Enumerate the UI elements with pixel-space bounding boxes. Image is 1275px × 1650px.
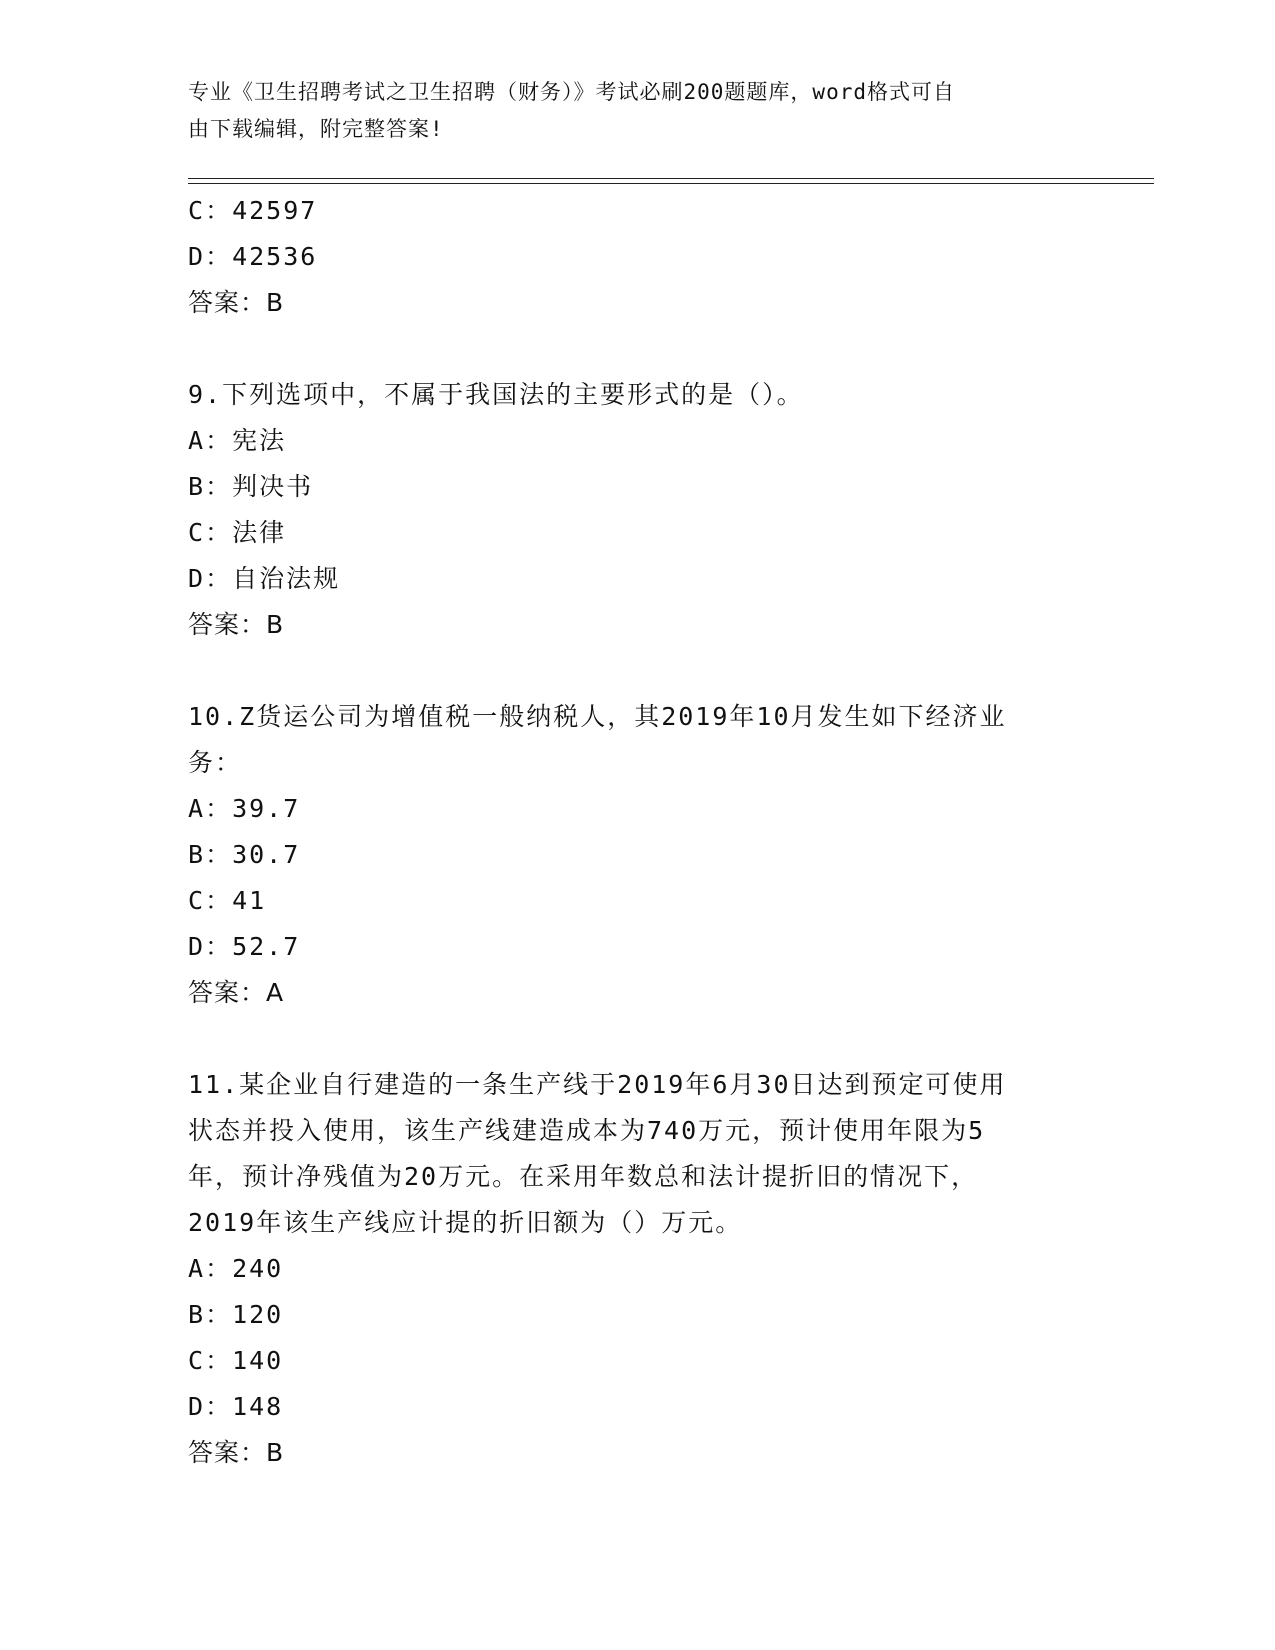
option-a: A：240 [188, 1254, 284, 1283]
option-c: C：42597 [188, 196, 318, 225]
option-a: A：39.7 [188, 794, 301, 823]
option-c: C：法律 [188, 518, 287, 547]
answer-line: 答案：B [188, 1438, 285, 1467]
question-stem-line-3: 年，预计净残值为20万元。在采用年数总和法计提折旧的情况下， [188, 1162, 979, 1191]
header-title-line-2: 由下载编辑，附完整答案! [188, 117, 444, 141]
option-c: C：41 [188, 886, 267, 915]
question-stem-line-2: 状态并投入使用，该生产线建造成本为740万元，预计使用年限为5 [188, 1116, 986, 1145]
option-d: D：42536 [188, 242, 318, 271]
document-header [188, 74, 1088, 148]
option-a: A：宪法 [188, 426, 287, 455]
option-b: B：30.7 [188, 840, 301, 869]
spacer [188, 326, 1108, 372]
question-stem-line-2: 务： [188, 748, 243, 777]
question-10 [188, 694, 1108, 1016]
option-d: D：148 [188, 1392, 284, 1421]
answer-line: 答案：A [188, 978, 285, 1007]
question-stem: 9.下列选项中，不属于我国法的主要形式的是（）。 [188, 380, 804, 409]
header-divider [188, 178, 1154, 184]
header-title-line-1: 专业《卫生招聘考试之卫生招聘（财务）》考试必刷200题题库，word格式可自 [188, 80, 955, 104]
option-c: C：140 [188, 1346, 284, 1375]
option-d: D：52.7 [188, 932, 301, 961]
question-stem-line-4: 2019年该生产线应计提的折旧额为（）万元。 [188, 1208, 743, 1237]
prev-question [188, 188, 1108, 326]
answer-line: 答案：B [188, 610, 285, 639]
question-content [188, 188, 1108, 1476]
question-stem-line-1: 10.Z货运公司为增值税一般纳税人，其2019年10月发生如下经济业 [188, 702, 1007, 731]
option-b: B：判决书 [188, 472, 314, 501]
option-d: D：自治法规 [188, 564, 341, 593]
spacer [188, 1016, 1108, 1062]
spacer [188, 648, 1108, 694]
question-stem-line-1: 11.某企业自行建造的一条生产线于2019年6月30日达到预定可使用 [188, 1070, 1007, 1099]
option-b: B：120 [188, 1300, 284, 1329]
question-11 [188, 1062, 1108, 1476]
question-9 [188, 372, 1108, 648]
answer-line: 答案：B [188, 288, 285, 317]
